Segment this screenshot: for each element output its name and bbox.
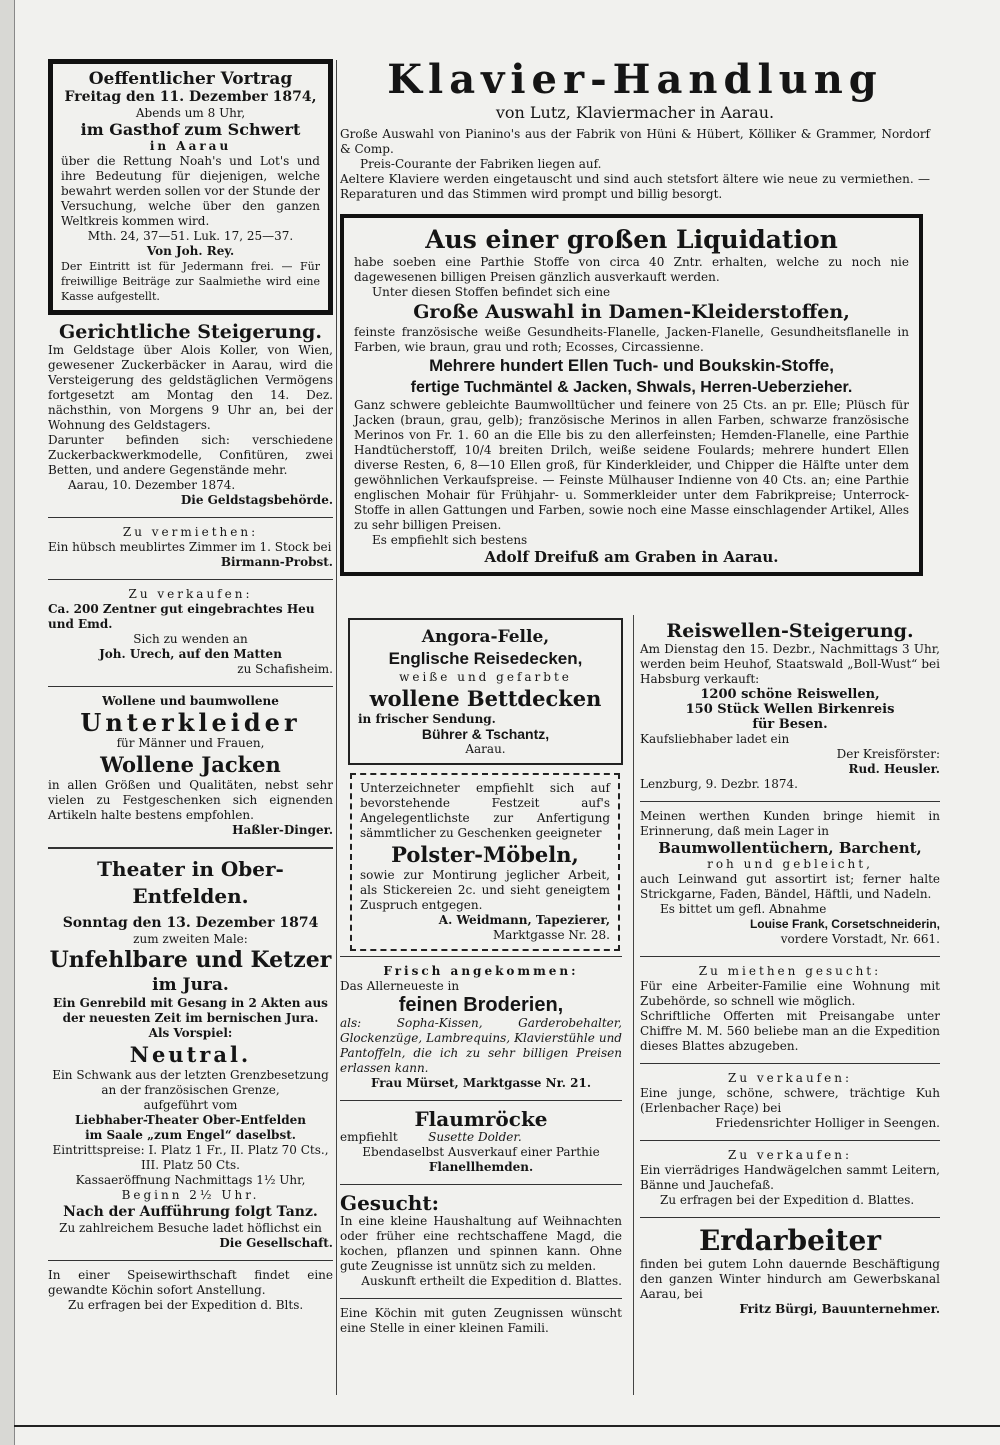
frank-sign: Louise Frank, Corsetschneiderin, bbox=[749, 917, 940, 931]
divider bbox=[340, 1100, 622, 1101]
column-2 bbox=[340, 618, 622, 1340]
verkaufen-sign: Joh. Urech, auf den Matten bbox=[99, 647, 282, 661]
mieten-body-2: Schriftliche Offerten mit Preisangabe unter Chiffre M. M. 560 beliebe man an die Expedition dieses Blattes abzugeben. bbox=[640, 1009, 940, 1053]
divider bbox=[640, 956, 940, 957]
vortrag-venue: im Gasthof zum Schwert bbox=[80, 120, 301, 139]
angora-sign: Bührer & Tschantz, bbox=[421, 726, 550, 742]
divider bbox=[48, 579, 333, 580]
unterkleider-title-2: Wollene Jacken bbox=[100, 752, 281, 777]
divider bbox=[48, 1260, 333, 1261]
mieten-body: Für eine Arbeiter-Familie eine Wohnung mit Zubehörde, so schnell wie möglich. bbox=[640, 979, 940, 1008]
divider bbox=[48, 686, 333, 687]
liquidation-heading-3: fertige Tuchmäntel & Jacken, Shwals, Herren-Ueberzieher. bbox=[410, 379, 853, 396]
vortrag-ad bbox=[48, 59, 333, 315]
mieten-head: Zu miethen gesucht: bbox=[698, 964, 882, 978]
klavier-title: Klavier-Handlung bbox=[387, 56, 883, 103]
column-1 bbox=[48, 55, 333, 1317]
frank-body: Meinen werthen Kunden bringe hiemit in Erinnerung, daß mein Lager in bbox=[640, 809, 940, 838]
vortrag-by: Von Joh. Rey. bbox=[146, 244, 235, 258]
broderien-title: feinen Broderien, bbox=[398, 994, 564, 1016]
theater-date: Sonntag den 13. Dezember 1874 bbox=[62, 915, 319, 931]
frank-addr: vordere Vorstadt, Nr. 661. bbox=[780, 932, 940, 946]
polster-body: Unterzeichneter empfiehlt sich auf bevorstehende Festzeit auf's Angelegentlichste zur Anfertigung sämmtlicher zu Geschenken geeigneter bbox=[360, 781, 610, 840]
klavier-line-2: Preis-Courante der Fabriken liegen auf. bbox=[360, 157, 602, 171]
column-3 bbox=[640, 618, 940, 1321]
reis-body: Am Dienstag den 15. Dezbr., Nachmittags 3 Uhr, werden beim Heuhof, Staatswald „Boll-Wust“ bei Habsburg verkauft: bbox=[640, 642, 940, 686]
divider bbox=[340, 1184, 622, 1185]
frank-ask: Es bittet um gefl. Abnahme bbox=[660, 902, 827, 916]
divider bbox=[640, 801, 940, 802]
theater-neutral: Neutral. bbox=[129, 1042, 252, 1067]
broderien-sign: Frau Mürset, Marktgasse Nr. 21. bbox=[370, 1076, 592, 1090]
reis-title: Reiswellen-Steigerung. bbox=[666, 620, 914, 642]
angora-line-2: Englische Reisedecken, bbox=[388, 649, 583, 668]
liquidation-heading: Große Auswahl in Damen-Kleiderstoffen, bbox=[413, 301, 850, 323]
verkaufen-ad bbox=[48, 585, 333, 681]
polster-title: Polster-Möbeln, bbox=[391, 842, 579, 867]
reis-date: Lenzburg, 9. Dezbr. 1874. bbox=[640, 777, 798, 791]
angora-line-1: Angora-Felle, bbox=[421, 627, 550, 647]
unterkleider-sign: Haßler-Dinger. bbox=[232, 823, 333, 837]
theater-performed: aufgeführt vom bbox=[143, 1098, 238, 1112]
liquidation-intro: habe soeben eine Parthie Stoffe von circa 40 Zntr. erhalten, welche zu noch nie dagewesenen billigen Preisen gänzlich ausverkauft werden. bbox=[354, 255, 909, 284]
unterkleider-body: in allen Größen und Qualitäten, nebst sehr vielen zu Festgeschenken sich eignenden Artikeln halte bestens empfohlen. bbox=[48, 778, 333, 822]
steigerung-sign: Die Geldstagsbehörde. bbox=[180, 493, 333, 507]
steigerung-title: Gerichtliche Steigerung. bbox=[59, 321, 322, 343]
unterkleider-for: für Männer und Frauen, bbox=[116, 736, 265, 750]
angora-place: Aarau. bbox=[465, 742, 506, 756]
liquidation-text-1: feinste französische weiße Gesundheits-Flanelle, Jacken-Flanelle, Gesundheitsflanelle in Farben, wie braun, grau und roth; Ecosses, Circassienne. bbox=[354, 325, 909, 354]
steigerung-items: Darunter befinden sich: verschiedene Zuckerbackwerkmodelle, Confitüren, zwei Betten, und andere Gegenstände mehr. bbox=[48, 433, 333, 477]
polster-addr: Marktgasse Nr. 28. bbox=[493, 928, 610, 942]
angora-line-3: weiße und gefarbte bbox=[399, 670, 572, 684]
klavier-subtitle: von Lutz, Klaviermacher in Aarau. bbox=[495, 103, 775, 122]
vortrag-time: Abends um 8 Uhr, bbox=[135, 106, 246, 120]
liquidation-ad bbox=[340, 214, 923, 576]
reis-ad bbox=[640, 618, 940, 796]
vermiethen-head: Zu vermiethen: bbox=[122, 525, 259, 539]
divider bbox=[640, 1140, 940, 1141]
vortrag-refs: Mth. 24, 37—51. Luk. 17, 25—37. bbox=[87, 229, 294, 243]
liquidation-text-2: Ganz schwere gebleichte Baumwolltücher und feinere von 25 Cts. an pr. Elle; Plüsch für Jacken (braun, grau, gelb); französische Merinos in allen Farben, schwarze französische Merinos von Fr. 1. 60 an die Elle bis zu den allerfeinsten; Hemden-Flanelle, eine Parthie Handtücherstoff, 10/4 breiten Drilch, weiße seidene Foulards; mehrere hundert Ellen diverse Resten, 6, 8—10 Ellen groß, für Kinderkleider, und Chipper die Hälfte unter dem gewöhnlichen Verkaufspreise. — Feinste Mülhauser Indienne von 40 Cts. an; eine Parthie englischen Mohair für Frühjahr- u. Sommerkleider unter dem Fabrikpreise; Unterrock-Stoffe in allen Gattungen und Farben, sowie noch eine Masse einschlagender Artikel, Alles zu sehr billigen Preisen. bbox=[354, 398, 909, 532]
divider bbox=[48, 847, 333, 849]
divider bbox=[640, 1217, 940, 1218]
vortrag-note: Der Eintritt ist für Jedermann frei. — Für freiwillige Beiträge zur Saalmiethe wird eine Kasse aufgestellt. bbox=[61, 260, 320, 303]
verkaufen-body: Ca. 200 Zentner gut eingebrachtes Heu und Emd. bbox=[48, 602, 315, 631]
bottom-rule bbox=[14, 1425, 1000, 1427]
kuh-head: Zu verkaufen: bbox=[728, 1071, 852, 1085]
unterkleider-ad bbox=[48, 692, 333, 842]
klavier-ad bbox=[340, 55, 930, 206]
koechin-2-body: Eine Köchin mit guten Zeugnissen wünscht eine Stelle in einer kleinen Famili. bbox=[340, 1306, 622, 1335]
gesucht-contact: Auskunft ertheilt die Expedition d. Blattes. bbox=[361, 1274, 622, 1288]
theater-play-2: im Jura. bbox=[152, 975, 229, 995]
wagen-head: Zu verkaufen: bbox=[728, 1148, 852, 1162]
reis-role: Der Kreisförster: bbox=[836, 747, 940, 761]
polster-sign: A. Weidmann, Tapezierer, bbox=[438, 913, 610, 927]
kuh-ad bbox=[640, 1069, 940, 1135]
liquidation-signature: Adolf Dreifuß am Graben in Aarau. bbox=[484, 548, 779, 566]
theater-invite: Zu zahlreichem Besuche ladet höflichst ein bbox=[59, 1221, 322, 1235]
theater-begin: Beginn 2½ Uhr. bbox=[121, 1188, 260, 1202]
liquidation-recommend: Es empfiehlt sich bestens bbox=[372, 533, 528, 547]
vermiethen-body: Ein hübsch meublirtes Zimmer im 1. Stock bei bbox=[48, 540, 332, 554]
verkaufen-place: zu Schafisheim. bbox=[237, 662, 333, 676]
polster-body-2: sowie zur Montirung jeglicher Arbeit, als Stickereien 2c. und sieht geneigtem Zuspruch entgegen. bbox=[360, 868, 610, 912]
column-rule-right bbox=[633, 615, 634, 1395]
vortrag-place: in Aarau bbox=[149, 139, 232, 153]
frank-body-2: auch Leinwand gut assortirt ist; ferner halte Strickgarne, Faden, Bändel, Häftli, und Nadeln. bbox=[640, 872, 940, 901]
top-section bbox=[340, 55, 930, 576]
koechin-ad bbox=[48, 1266, 333, 1317]
divider bbox=[48, 517, 333, 518]
liquidation-title: Aus einer großen Liquidation bbox=[425, 225, 838, 254]
koechin-contact: Zu erfragen bei der Expedition d. Blts. bbox=[68, 1298, 304, 1312]
kuh-sign: Friedensrichter Holliger in Seengen. bbox=[715, 1116, 940, 1130]
erd-title: Erdarbeiter bbox=[698, 1224, 882, 1257]
theater-company: Liebhaber-Theater Ober-Entfelden bbox=[75, 1113, 306, 1127]
unterkleider-top: Wollene und baumwollene bbox=[102, 694, 279, 708]
steigerung-date: Aarau, 10. Dezember 1874. bbox=[68, 478, 236, 492]
steigerung-body: Im Geldstage über Alois Koller, von Wien, gewesener Zuckerbäcker in Aarau, wird die Versteigerung des geldstäglichen Vermögens fortgesetzt am Montag den 14. Dez. nächsthin, von Morgens 9 Uhr an, bei der Wohnung des Geldstagers. bbox=[48, 343, 333, 432]
frank-sub: roh und gebleicht, bbox=[707, 857, 873, 871]
theater-dance: Nach der Aufführung folgt Tanz. bbox=[63, 1204, 318, 1220]
divider bbox=[340, 1298, 622, 1299]
verkaufen-head: Zu verkaufen: bbox=[128, 587, 253, 601]
page-edge bbox=[0, 0, 15, 1445]
gesucht-title: Gesucht: bbox=[340, 1191, 439, 1215]
theater-desc: Ein Genrebild mit Gesang in 2 Akten aus der neuesten Zeit im bernischen Jura. bbox=[53, 996, 328, 1025]
broderien-head: Frisch angekommen: bbox=[383, 964, 579, 978]
gesucht-body: In eine kleine Haushaltung auf Weihnachten oder früher eine rechtschaffene Magd, die kochen, pflanzen und spinnen kann. Ohne gute Zeugnisse ist unnütz sich zu melden. bbox=[340, 1214, 622, 1273]
klavier-line-3: Aeltere Klaviere werden eingetauscht und sind auch stetsfort ältere wie neue zu vermiethen. — Reparaturen und das Stimmen wird prompt und billig besorgt. bbox=[340, 172, 930, 201]
steigerung-ad bbox=[48, 319, 333, 512]
divider bbox=[640, 1063, 940, 1064]
flaum-title: Flaumröcke bbox=[414, 1107, 548, 1131]
theater-sign: Die Gesellschaft. bbox=[219, 1236, 333, 1250]
wagen-ad bbox=[640, 1146, 940, 1212]
reis-invite: Kaufsliebhaber ladet ein bbox=[640, 732, 790, 746]
koechin-2-ad bbox=[340, 1304, 622, 1340]
liquidation-among: Unter diesen Stoffen befindet sich eine bbox=[372, 285, 611, 299]
theater-desc-2: Ein Schwank aus der letzten Grenzbesetzung an der französischen Grenze, bbox=[52, 1068, 329, 1097]
unterkleider-title: Unterkleider bbox=[80, 708, 301, 737]
reis-item-1: 1200 schöne Reiswellen, bbox=[700, 687, 880, 702]
vortrag-title: Oeffentlicher Vortrag bbox=[88, 69, 293, 89]
liquidation-heading-2: Mehrere hundert Ellen Tuch- und Boukskin-Stoffe, bbox=[429, 356, 834, 375]
flaum-ad bbox=[340, 1106, 622, 1179]
mieten-ad bbox=[640, 962, 940, 1058]
reis-item-3: für Besen. bbox=[752, 717, 828, 732]
wagen-body: Ein vierrädriges Handwägelchen sammt Leitern, Bänne und Jauchefaß. bbox=[640, 1163, 940, 1192]
column-rule-left bbox=[336, 60, 337, 1395]
broderien-sub: Das Allerneueste in bbox=[340, 979, 460, 993]
angora-line-5: in frischer Sendung. bbox=[358, 712, 496, 726]
theater-vorspiel: Als Vorspiel: bbox=[148, 1026, 233, 1040]
frank-ad bbox=[640, 807, 940, 951]
reis-sign: Rud. Heusler. bbox=[848, 762, 940, 776]
theater-prices: Eintrittspreise: I. Platz 1 Fr., II. Platz 70 Cts., III. Platz 50 Cts. bbox=[52, 1143, 329, 1172]
flaum-body: Ebendaselbst Ausverkauf einer Parthie bbox=[362, 1145, 600, 1159]
klavier-line-1: Große Auswahl von Pianino's aus der Fabrik von Hüni & Hübert, Kölliker & Grammer, Nordorf & Comp. bbox=[340, 127, 930, 156]
vortrag-body: über die Rettung Noah's und Lot's und ihre Bedeutung für diejenigen, welche bewahrt werden sollen vor der Stunde der Versuchung, welche über den ganzen Weltkreis kommen wird. bbox=[61, 154, 320, 228]
flaum-by-label: empfiehlt bbox=[340, 1130, 398, 1144]
verkaufen-contact: Sich zu wenden an bbox=[133, 632, 248, 646]
wagen-contact: Zu erfragen bei der Expedition d. Blattes. bbox=[660, 1193, 915, 1207]
erd-sign: Fritz Bürgi, Bauunternehmer. bbox=[739, 1302, 940, 1316]
theater-second: zum zweiten Male: bbox=[133, 932, 248, 946]
angora-line-4: wollene Bettdecken bbox=[369, 686, 602, 711]
polster-ad bbox=[350, 773, 620, 951]
vermiethen-sign: Birmann-Probst. bbox=[220, 555, 333, 569]
broderien-body: als: Sopha-Kissen, Garderobehalter, Glockenzüge, Lambrequins, Klavierstühle und Pantoffeln, die ich zu sehr billigen Preisen erlassen kann. bbox=[340, 1016, 622, 1075]
theater-title: Theater in Ober-Entfelden. bbox=[97, 857, 284, 908]
vermiethen-ad bbox=[48, 523, 333, 574]
flaum-name: Susette Dolder. bbox=[428, 1130, 522, 1144]
vortrag-date: Freitag den 11. Dezember 1874, bbox=[64, 89, 317, 105]
divider bbox=[340, 956, 622, 957]
broderien-ad bbox=[340, 962, 622, 1095]
frank-items: Baumwollentüchern, Barchent, bbox=[658, 839, 922, 857]
angora-ad bbox=[348, 618, 623, 765]
erd-body: finden bei gutem Lohn dauernde Beschäftigung den ganzen Winter hindurch am Gewerbskanal Aarau, bei bbox=[640, 1257, 940, 1301]
theater-play: Unfehlbare und Ketzer bbox=[49, 947, 332, 973]
theater-hall: im Saale „zum Engel“ daselbst. bbox=[85, 1128, 296, 1142]
koechin-body: In einer Speisewirthschaft findet eine gewandte Köchin sofort Anstellung. bbox=[48, 1268, 333, 1297]
flaum-item: Flanellhemden. bbox=[428, 1160, 534, 1174]
flaum-by bbox=[340, 1130, 622, 1145]
kuh-body: Eine junge, schöne, schwere, trächtige Kuh (Erlenbacher Raçe) bei bbox=[640, 1086, 940, 1115]
reis-item-2: 150 Stück Wellen Birkenreis bbox=[685, 702, 895, 717]
theater-ad bbox=[48, 854, 333, 1255]
theater-open: Kassaeröffnung Nachmittags 1½ Uhr, bbox=[75, 1173, 306, 1187]
erd-ad bbox=[640, 1223, 940, 1321]
gesucht-ad bbox=[340, 1190, 622, 1293]
